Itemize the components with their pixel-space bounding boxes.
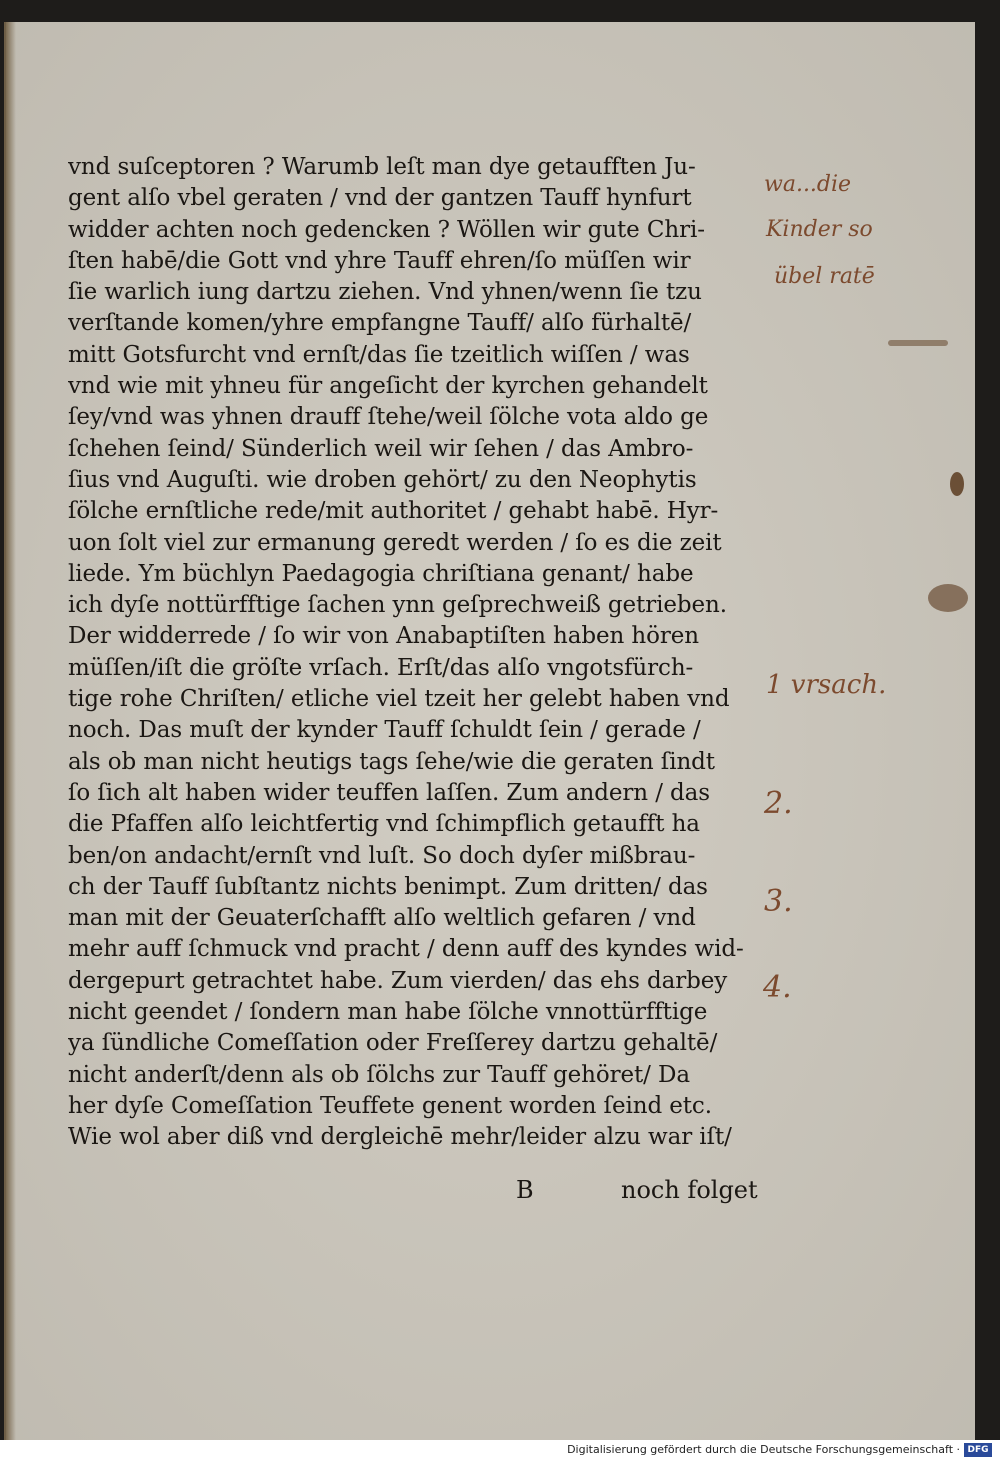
main-text-block: [68, 152, 758, 1154]
text-line: ben/on andacht/ernſt vnd luſt. So doch dyſer mißbrau-: [68, 842, 696, 869]
text-line: ya ſündliche Comeſſation oder Freſſerey dartzu gehaltē/: [68, 1030, 718, 1057]
text-line: her dyſe Comeſſation Teuffete genent worden ſeind etc.: [68, 1092, 712, 1119]
text-line: ſölche ernſtliche rede/mit authoritet / gehabt habē. Hyr-: [68, 498, 719, 525]
text-line: noch. Das muſt der kynder Tauff ſchuldt ſein / gerade /: [68, 717, 701, 744]
text-line: dergepurt getrachtet habe. Zum vierden/ das ehs darbey: [68, 967, 728, 994]
text-line: vnd suſceptoren ? Warumb leſt man dye getaufften Ju-: [68, 154, 696, 180]
text-line: Wie wol aber diß vnd dergleichē mehr/leider alzu war iſt/: [68, 1124, 732, 1151]
text-line: ſo ſich alt haben wider teuffen laſſen. Zum andern / das: [68, 779, 710, 806]
ink-stroke: [888, 340, 948, 346]
footer-bar: [0, 1440, 1000, 1461]
text-line: gent alſo vbel geraten / vnd der gantzen Tauff hynfurt: [68, 185, 692, 212]
text-line: als ob man nicht heutigs tags ſehe/wie die geraten ſindt: [68, 748, 715, 775]
text-line: liede. Ym büchlyn Paedagogia chriſtiana genant/ habe: [68, 560, 694, 587]
text-line: ſie warlich iung dartzu ziehen. Vnd yhnen/wenn ſie tzu: [68, 279, 702, 306]
marginal-note-2: Kinder so: [766, 217, 873, 242]
text-line: man mit der Geuaterſchafft alſo weltlich gefaren / vnd: [68, 905, 696, 932]
text-line: uon ſolt viel zur ermanung geredt werden / ſo es die zeit: [68, 529, 722, 556]
text-line: ch der Tauff ſubſtantz nichts benimpt. Zum dritten/ das: [68, 873, 708, 900]
text-line: ſius vnd Auguſti. wie droben gehört/ zu den Neophytis: [68, 466, 697, 493]
text-line: ich dyſe nottürfftige ſachen ynn geſprechweiß getrieben.: [68, 592, 727, 619]
page-binding-edge: [6, 22, 16, 1440]
book-page: [4, 22, 975, 1440]
text-line: ſey/vnd was yhnen drauff ſtehe/weil ſölche vota aldo ge: [68, 404, 709, 431]
marginal-note-1: wa...die: [764, 172, 852, 197]
funding-credit: Digitalisierung gefördert durch die Deutsche Forschungsgemeinschaft ·: [567, 1443, 960, 1456]
marginal-note-3: übel ratē: [774, 264, 875, 289]
ink-stain: [928, 584, 968, 612]
marginal-number-3: 3.: [764, 884, 793, 919]
text-line: Der widderrede / ſo wir von Anabaptiſten haben hören: [68, 623, 699, 650]
text-line: verſtande komen/yhre empfangne Tauff/ alſo fürhaltē/: [68, 310, 692, 337]
text-line: mitt Gotsfurcht vnd ernſt/das ſie tzeitlich wiſſen / was: [68, 341, 690, 368]
signature-mark: B: [516, 1176, 534, 1204]
text-line: widder achten noch gedencken ? Wöllen wir gute Chri-: [68, 216, 705, 243]
text-line: die Pfaffen alſo leichtfertig vnd ſchimpflich getaufft ha: [68, 811, 700, 838]
text-line: ſten habē/die Gott vnd yhre Tauff ehren/ſo müſſen wir: [68, 247, 691, 274]
ink-stain: [950, 472, 964, 496]
text-line: ſchehen ſeind/ Sünderlich weil wir ſehen / das Ambro-: [68, 435, 694, 462]
dfg-logo: DFG: [964, 1443, 992, 1457]
text-line: tige rohe Chriſten/ etliche viel tzeit her gelebt haben vnd: [68, 686, 730, 713]
catchword: noch folget: [621, 1176, 758, 1204]
text-line: nicht geendet / ſondern man habe ſölche vnnottürfftige: [68, 999, 708, 1026]
text-line: mehr auff ſchmuck vnd pracht / denn auff des kyndes wid-: [68, 936, 744, 963]
marginal-number-1: 1 vrsach.: [766, 670, 887, 700]
marginal-number-2: 2.: [764, 786, 793, 821]
text-line: müſſen/iſt die gröſte vrſach. Erſt/das alſo vngotsfürch-: [68, 654, 694, 681]
text-line: nicht anderſt/denn als ob ſölchs zur Tauff gehöret/ Da: [68, 1061, 690, 1088]
text-line: vnd wie mit yhneu für angeſicht der kyrchen gehandelt: [68, 373, 708, 400]
marginal-number-4: 4.: [763, 970, 792, 1005]
